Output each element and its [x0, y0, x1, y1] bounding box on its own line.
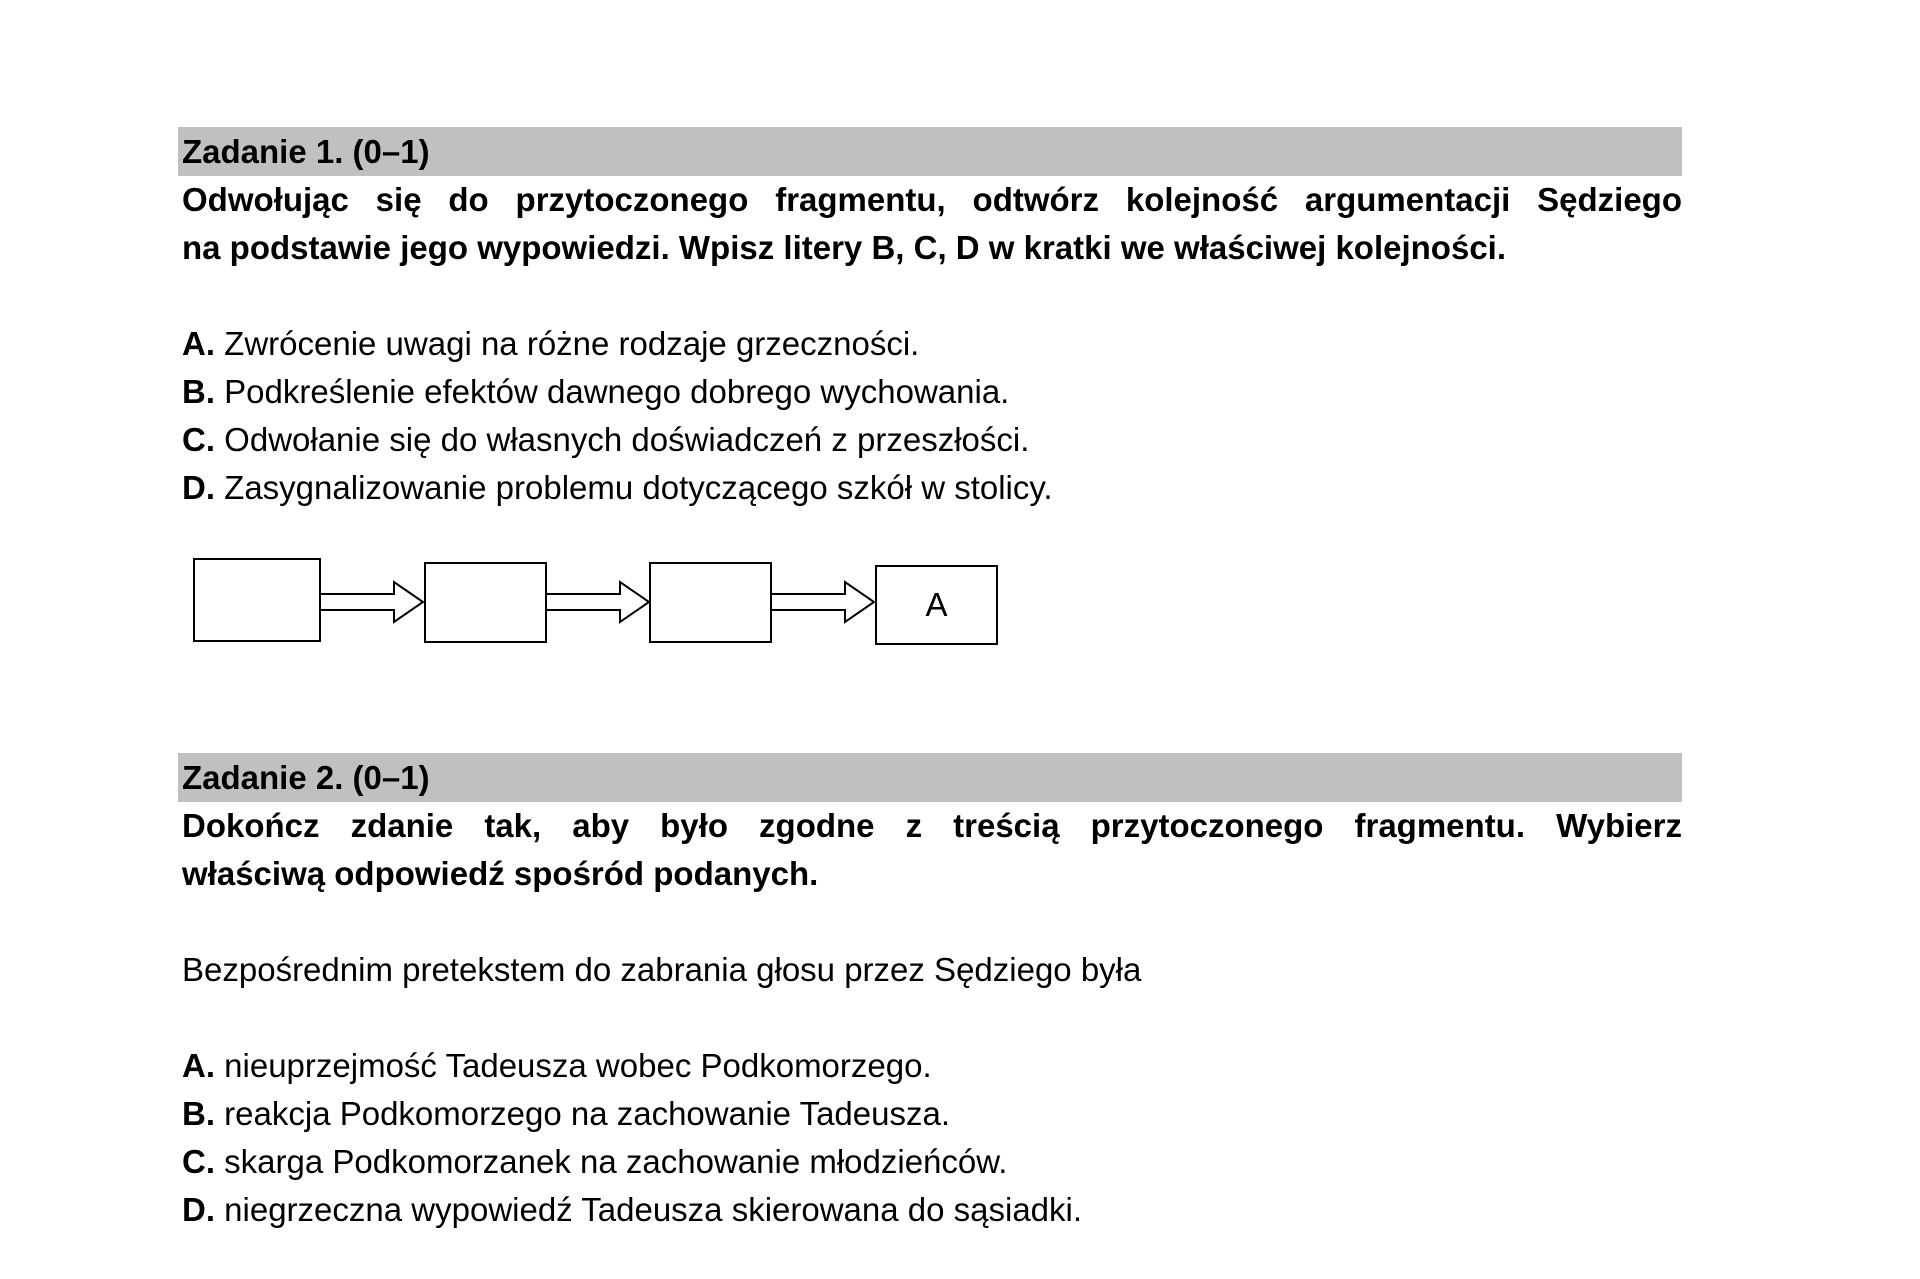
- task-2-instruction-line-1: Dokończ zdanie tak, aby było zgodne z treścią przytoczonego fragmentu. Wybierz: [182, 807, 1682, 844]
- option-text: reakcja Podkomorzego na zachowanie Tadeusza.: [215, 1095, 951, 1132]
- arrow-right-icon: [545, 580, 652, 624]
- task-2: [178, 753, 1682, 1234]
- option-letter: B.: [182, 1095, 215, 1132]
- task-1: [178, 127, 1682, 512]
- task-1-option-a: [182, 320, 1682, 368]
- option-text: Zwrócenie uwagi na różne rodzaje grzeczności.: [215, 325, 920, 362]
- option-letter: D.: [182, 1191, 215, 1228]
- task-2-option-d[interactable]: [182, 1186, 1682, 1234]
- option-letter: A.: [182, 325, 215, 362]
- answer-box-1[interactable]: [193, 558, 321, 642]
- task-2-option-b[interactable]: [182, 1090, 1682, 1138]
- answer-box-3[interactable]: [649, 562, 772, 643]
- task-1-option-c: [182, 416, 1682, 464]
- task-1-option-d: [182, 464, 1682, 512]
- option-letter: A.: [182, 1047, 215, 1084]
- option-text: Podkreślenie efektów dawnego dobrego wychowania.: [215, 373, 1010, 410]
- task-1-header: Zadanie 1. (0–1): [178, 127, 1682, 176]
- task-2-lead-sentence: Bezpośrednim pretekstem do zabrania głosu przez Sędziego była: [182, 951, 1142, 988]
- option-text: Zasygnalizowanie problemu dotyczącego szkół w stolicy.: [215, 469, 1053, 506]
- option-text: nieuprzejmość Tadeusza wobec Podkomorzego.: [215, 1047, 932, 1084]
- answer-box-4: A: [875, 565, 998, 645]
- task-1-options: [178, 320, 1682, 512]
- task-2-header: Zadanie 2. (0–1): [178, 753, 1682, 802]
- option-letter: B.: [182, 373, 215, 410]
- option-text: skarga Podkomorzanek na zachowanie młodzieńców.: [215, 1143, 1008, 1180]
- arrow-right-icon: [770, 580, 877, 624]
- task-2-instruction-line-2: właściwą odpowiedź spośród podanych.: [182, 855, 819, 892]
- task-2-option-c[interactable]: [182, 1138, 1682, 1186]
- option-text: niegrzeczna wypowiedź Tadeusza skierowana do sąsiadki.: [215, 1191, 1083, 1228]
- answer-box-2[interactable]: [424, 562, 547, 643]
- option-letter: C.: [182, 1143, 215, 1180]
- arrow-right-icon: [319, 580, 426, 624]
- task-2-option-a[interactable]: [182, 1042, 1682, 1090]
- task-1-option-b: [182, 368, 1682, 416]
- task-1-instruction-line-1: Odwołując się do przytoczonego fragmentu, odtwórz kolejność argumentacji Sędziego: [182, 181, 1682, 218]
- option-letter: D.: [182, 469, 215, 506]
- task-2-options: [178, 1042, 1682, 1234]
- task-1-instruction-line-2: na podstawie jego wypowiedzi. Wpisz litery B, C, D w kratki we właściwej kolejności.: [182, 229, 1507, 266]
- option-letter: C.: [182, 421, 215, 458]
- option-text: Odwołanie się do własnych doświadczeń z przeszłości.: [215, 421, 1030, 458]
